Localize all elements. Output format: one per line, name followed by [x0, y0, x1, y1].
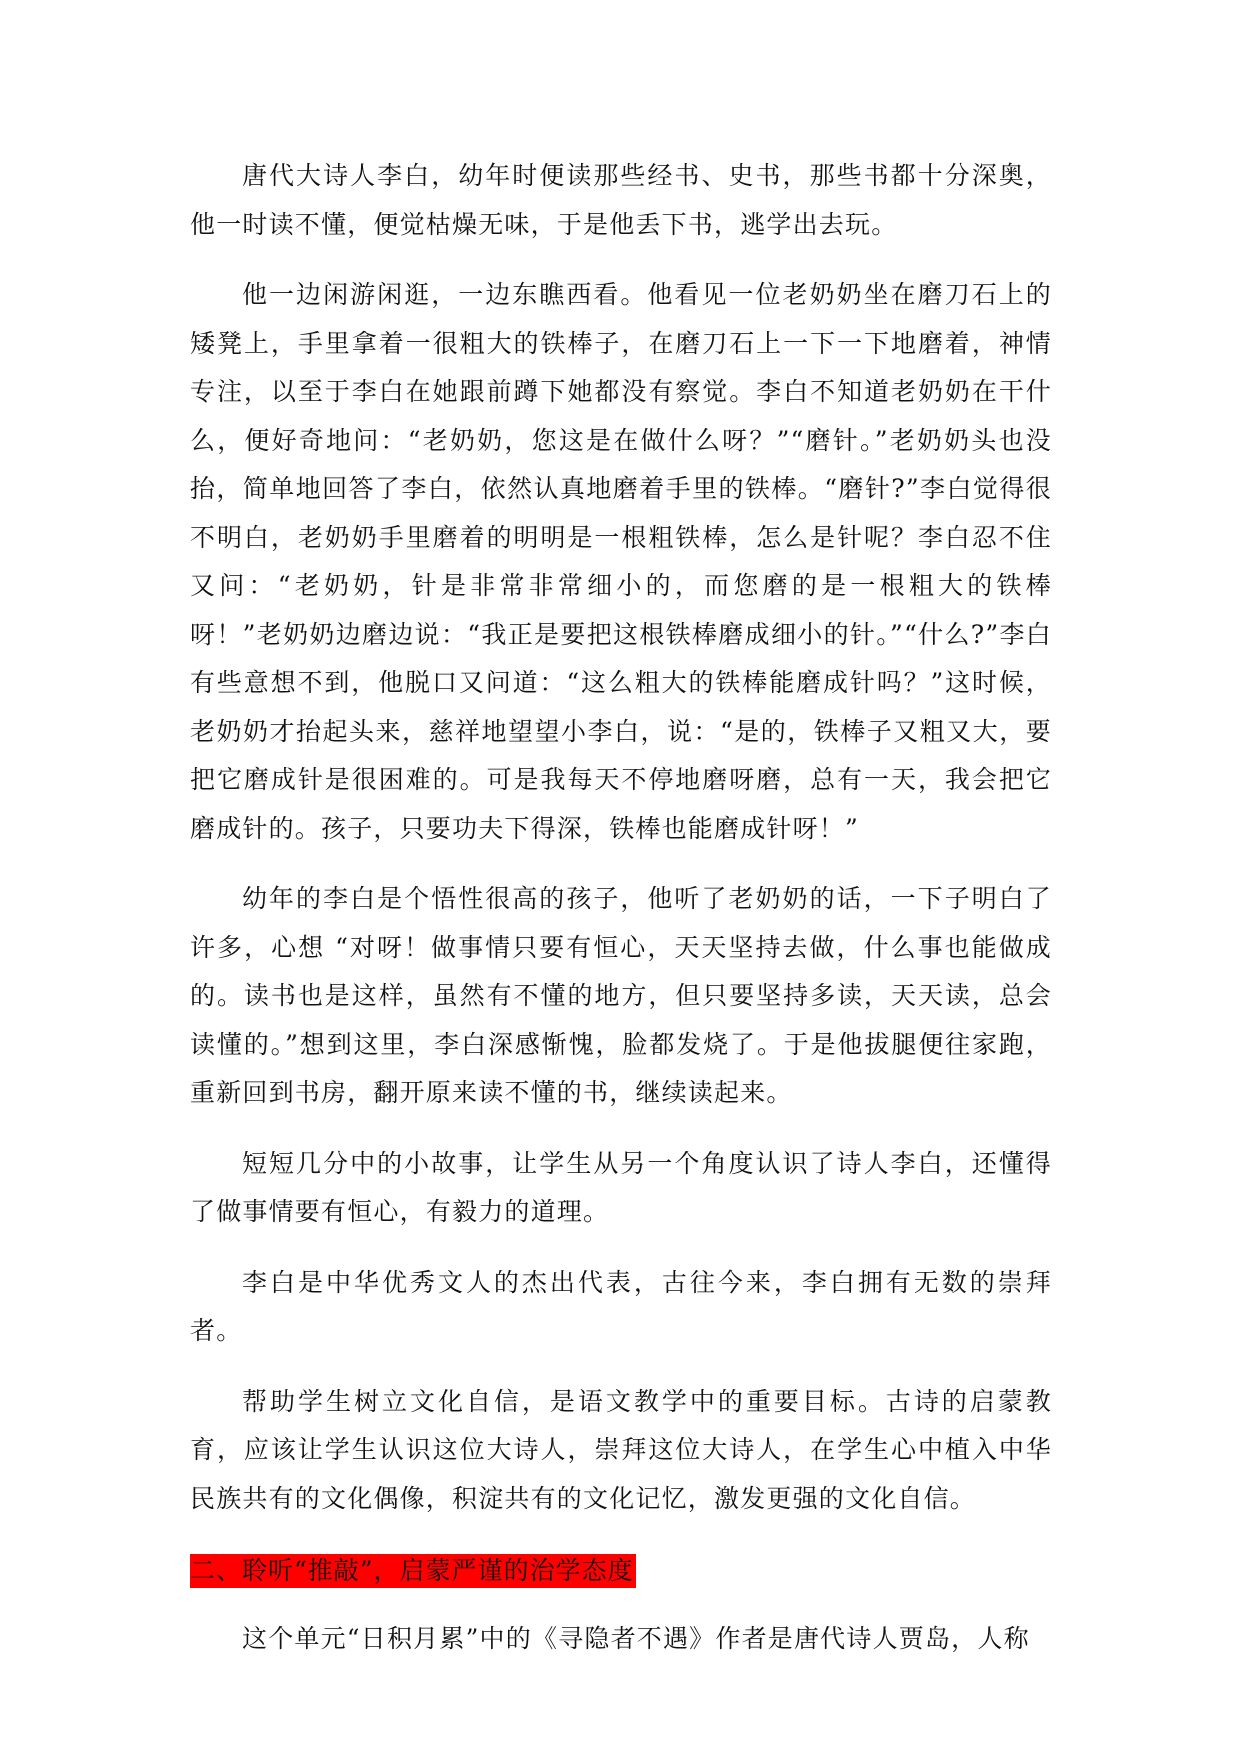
paragraph-cultural-confidence: 帮助学生树立文化自信，是语文教学中的重要目标。古诗的启蒙教育，应该让学生认识这位大诗人，崇拜这位大诗人，在学生心中植入中华民族共有的文化偶像，积淀共有的文化记忆，激发更强的文化自信。	[190, 1386, 1052, 1513]
document-body	[190, 152, 1052, 1686]
paragraph-libai-realization: 幼年的李白是个悟性很高的孩子，他听了老奶奶的话，一下子明白了许多，心想 “对呀！做事情只要有恒心，天天坚持去做，什么事也能做成的。读书也是这样，虽然有不懂的地方，但只要坚持多读，天天读，总会读懂的。”想到这里，李白深感惭愧，脸都发烧了。于是他拔腿便往家跑，重新回到书房，翻开原来读不懂的书，继续读起来。	[190, 884, 1052, 1107]
paragraph-story-lesson: 短短几分中的小故事，让学生从另一个角度认识了诗人李白，还懂得了做事情要有恒心，有毅力的道理。	[190, 1148, 1052, 1226]
paragraph-libai-intro: 唐代大诗人李白，幼年时便读那些经书、史书，那些书都十分深奥，他一时读不懂，便觉枯燥无味，于是他丢下书，逃学出去玩。	[190, 161, 1052, 239]
section-heading-wrapper	[190, 1545, 1052, 1593]
paragraph-grandma-story: 他一边闲游闲逛，一边东瞧西看。他看见一位老奶奶坐在磨刀石上的矮凳上，手里拿着一很粗大的铁棒子，在磨刀石上一下一下地磨着，神情专注，以至于李白在她跟前蹲下她都没有察觉。李白不知道老奶奶在干什么，便好奇地问：“老奶奶，您这是在做什么呀？”“磨针。”老奶奶头也没抬，简单地回答了李白，依然认真地磨着手里的铁棒。“磨针?”李白觉得很不明白，老奶奶手里磨着的明明是一根粗铁棒，怎么是针呢？李白忍不住又问：“老奶奶，针是非常非常细小的，而您磨的是一根粗大的铁棒呀！”老奶奶边磨边说：“我正是要把这根铁棒磨成细小的针。”“什么?”李白有些意想不到，他脱口又问道：“这么粗大的铁棒能磨成针吗？”这时候，老奶奶才抬起头来，慈祥地望望小李白，说：“是的，铁棒子又粗又大，要把它磨成针是很困难的。可是我每天不停地磨呀磨，总有一天，我会把它磨成针的。孩子，只要功夫下得深，铁棒也能磨成针呀！”	[190, 280, 1052, 843]
section-heading: 二、聆听“推敲”，启蒙严谨的治学态度	[190, 1554, 636, 1588]
paragraph-jiadao-intro: 这个单元“日积月累”中的《寻隐者不遇》作者是唐代诗人贾岛，人称	[242, 1624, 1030, 1653]
paragraph-libai-representative: 李白是中华优秀文人的杰出代表，古往今来，李白拥有无数的崇拜者。	[190, 1267, 1052, 1345]
